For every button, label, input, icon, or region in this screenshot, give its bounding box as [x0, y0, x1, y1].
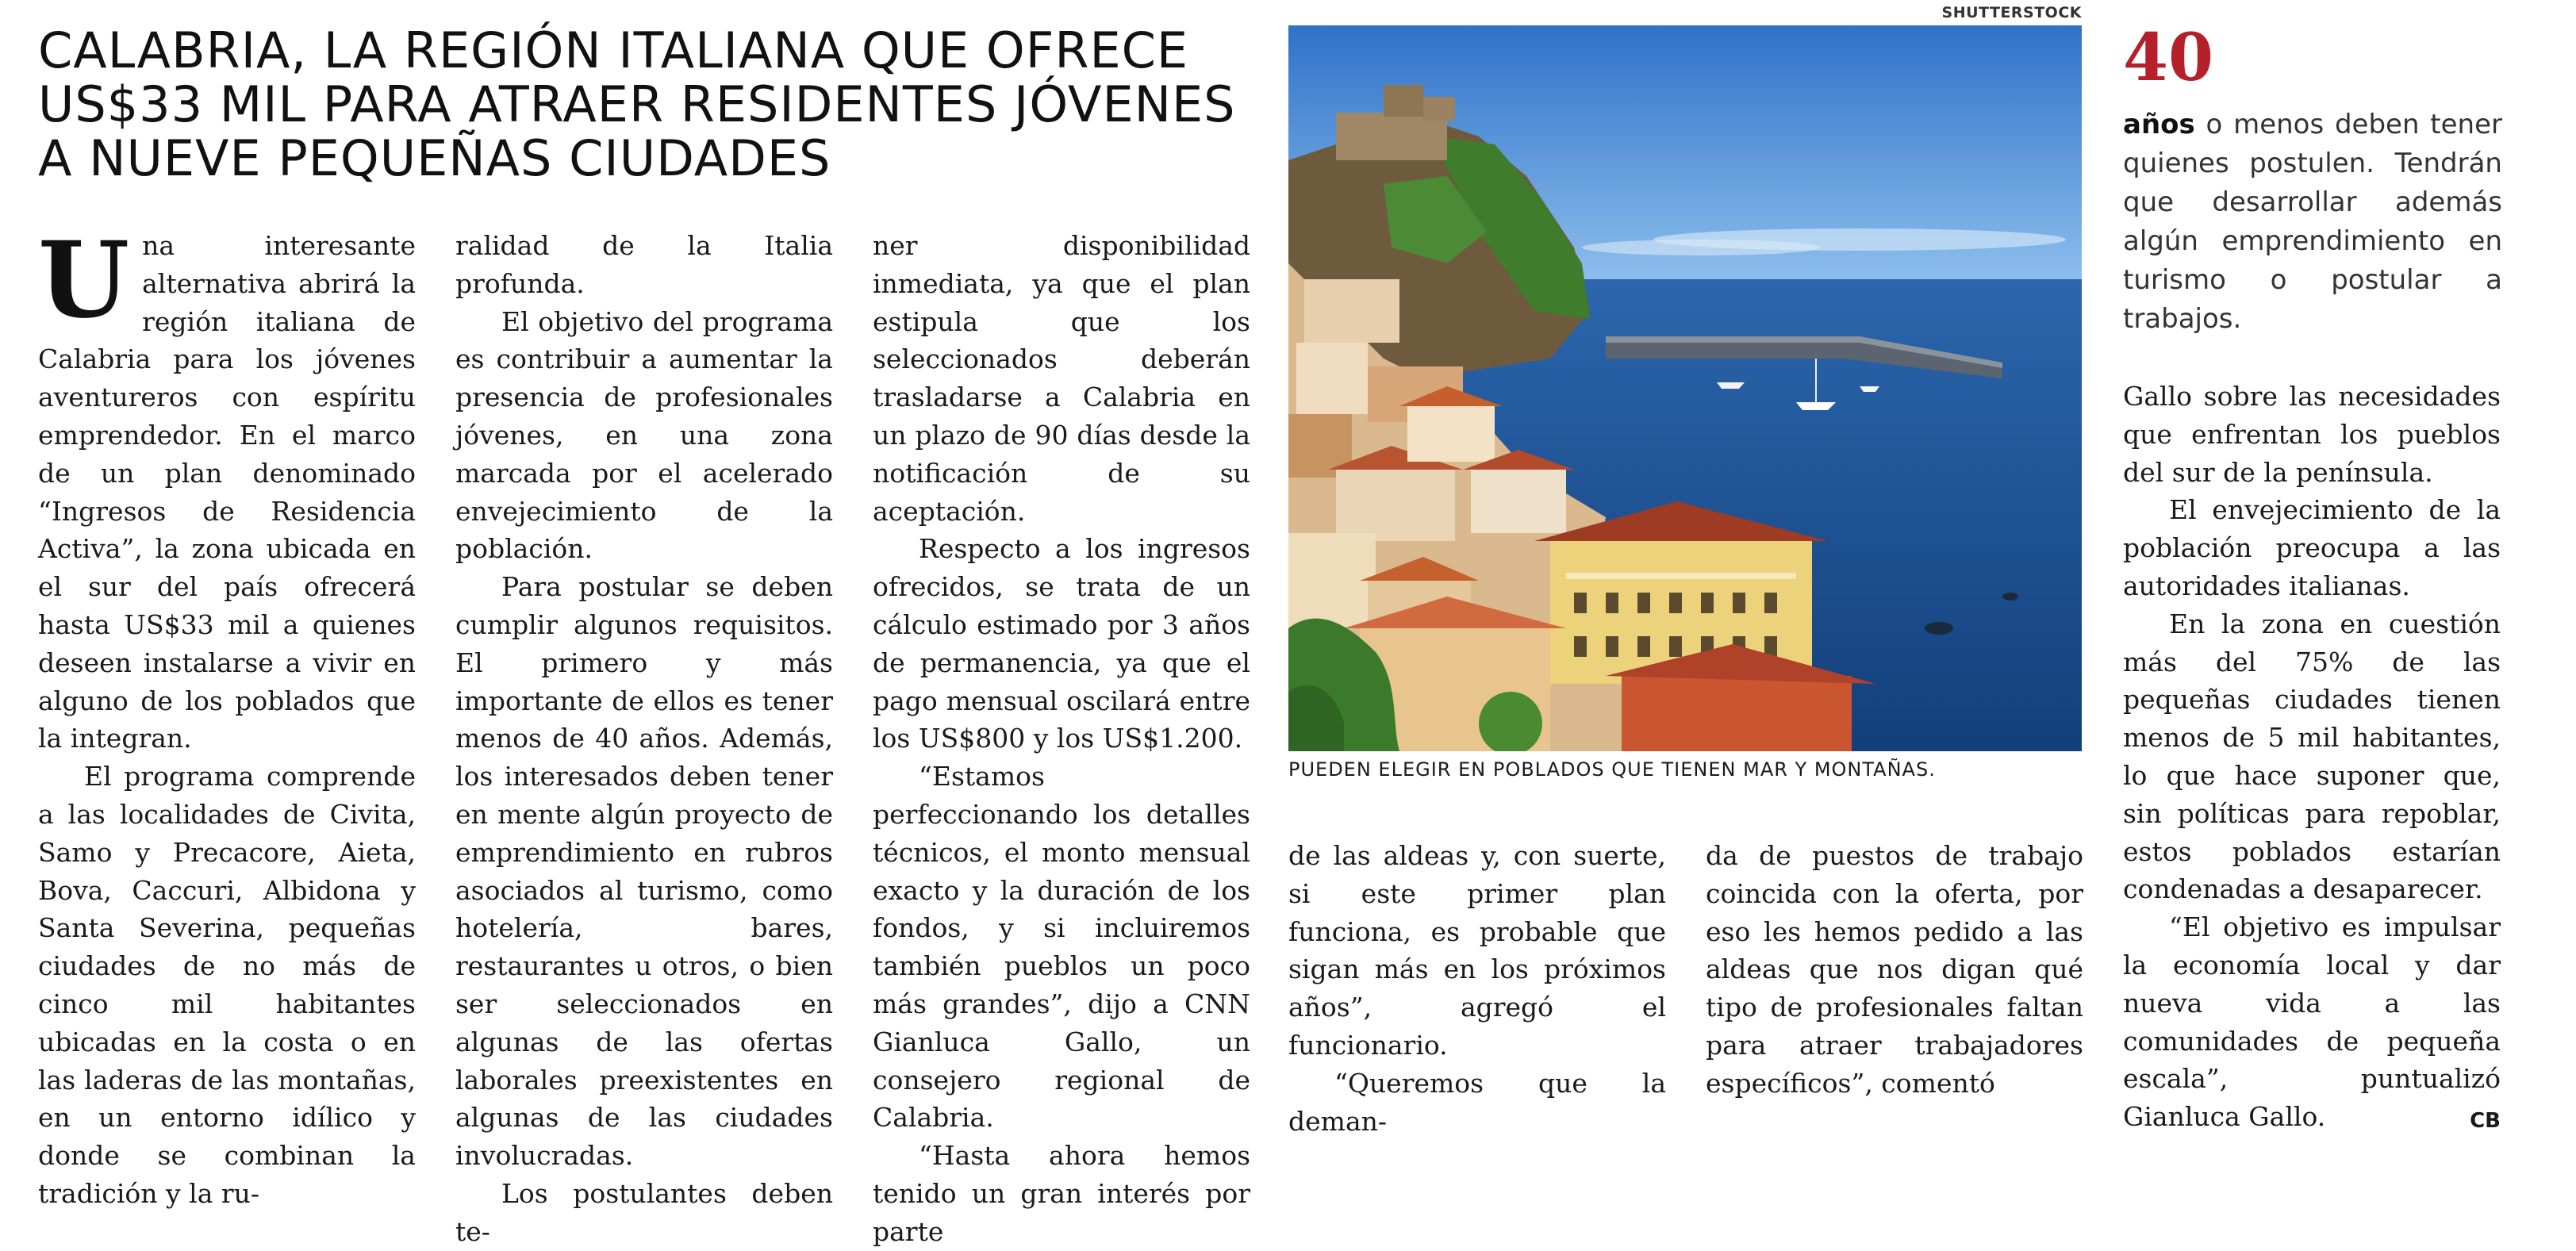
paragraph: Respecto a los ingresos ofrecidos, se trata de un cálculo estimado por 3 años de permanencia, ya que el pago mensual oscilará entre los US$800 y los US$1.200. — [873, 533, 1250, 754]
pullquote-number: 40 — [2123, 20, 2214, 96]
paragraph: ner disponibilidad inmediata, ya que el plan estipula que los seleccionados deberán trasladarse a Calabria en un plazo de 90 días desde la notificación de su aceptación. — [873, 230, 1250, 527]
coastal-town-illustration — [1288, 25, 2082, 751]
column-3 — [873, 227, 1250, 1251]
column-2 — [455, 227, 833, 1251]
paragraph: “Queremos que la deman- — [1288, 1067, 1666, 1137]
paragraph: da de puestos de trabajo coincida con la oferta, por eso les hemos pedido a las aldeas que nos digan qué tipo de profesionales faltan para atraer trabajadores específicos”, comentó — [1706, 840, 2083, 1099]
photo-caption: PUEDEN ELEGIR EN POBLADOS QUE TIENEN MAR Y MONTAÑAS. — [1288, 758, 1936, 781]
paragraph: Gallo sobre las necesidades que enfrentan los pueblos del sur de la península. — [2123, 381, 2501, 488]
pullquote-body: o menos deben tener quienes postulen. Tendrán que desarrollar además algún emprendimiento en turismo o postular a trabajos. — [2123, 109, 2502, 335]
column-6 — [2123, 378, 2501, 1141]
headline: CALABRIA, LA REGIÓN ITALIANA QUE OFRECE US$33 MIL PARA ATRAER RESIDENTES JÓVENES A NUEVE PEQUEÑAS CIUDADES — [38, 21, 1236, 187]
paragraph: Para postular se deben cumplir algunos requisitos. El primero y más importante de ellos es tener menos de 40 años. Además, los interesados deben tener en mente algún proyecto de emprendimiento en rubros asociados al turismo, como hotelería, bares, restaurantes u otros, o bien ser seleccionados en algunas de las ofertas laborales preexistentes en algunas de las ciudades involucradas. — [455, 571, 833, 1172]
paragraph: El objetivo del programa es contribuir a aumentar la presencia de profesionales jóvenes, en una zona marcada por el acelerado envejecimiento de la población. — [455, 305, 833, 565]
paragraph: “Estamos perfeccionando los detalles técnicos, el monto mensual exacto y la duración de los fondos, y si incluiremos también pueblos un poco más grandes”, dijo a CNN Gianluca Gallo, un consejero regional de Calabria. — [873, 761, 1250, 1134]
paragraph: “Hasta ahora hemos tenido un gran interés por parte — [873, 1140, 1250, 1247]
pullquote-text — [2123, 106, 2502, 339]
column-5 — [1706, 837, 2083, 1103]
pullquote-lead: años — [2123, 109, 2195, 140]
paragraph: de las aldeas y, con suerte, si este primer plan funciona, es probable que sigan más en los próximos años”, agregó el funcionario. — [1288, 840, 1666, 1061]
photo-credit: SHUTTERSTOCK — [1941, 4, 2082, 21]
paragraph: El envejecimiento de la población preocupa a las autoridades italianas. — [2123, 494, 2501, 601]
paragraph — [2123, 908, 2501, 1136]
paragraph: na interesante alternativa abrirá la región italiana de Calabria para los jóvenes aventureros con espíritu emprendedor. En el marco de un plan denominado “Ingresos de Residencia Activa”, la zona ubicada en el sur del país ofrecerá hasta US$33 mil a quienes deseen instalarse a vivir en alguno de los poblados que la integran. — [38, 230, 416, 754]
column-1 — [38, 219, 416, 1213]
paragraph: ralidad de la Italia profunda. — [455, 230, 833, 299]
paragraph: En la zona en cuestión más del 75% de las pequeñas ciudades tienen menos de 5 mil habitantes, lo que hace suponer que, sin políticas para repoblar, estos poblados estarían condenadas a desaparecer. — [2123, 608, 2501, 905]
photo-calabria-coast — [1288, 25, 2082, 751]
end-mark-icon: CB — [2470, 1109, 2501, 1134]
paragraph: El programa comprende a las localidades de Civita, Samo y Precacore, Aieta, Bova, Caccuri, Albidona y Santa Severina, pequeñas ciudades de no más de cinco mil habitantes ubicadas en la costa o en las laderas de las montañas, en un entorno idílico y donde se combinan la tradición y la ru- — [38, 761, 416, 1209]
drop-cap: U — [38, 219, 130, 342]
paragraph: Los postulantes deben te- — [455, 1177, 833, 1247]
column-4 — [1288, 837, 1666, 1140]
closing-paragraph-text: “El objetivo es impulsar la economía local y dar nueva vida a las comunidades de pequeña escala”, puntualizó Gianluca Gallo. — [2123, 911, 2501, 1133]
